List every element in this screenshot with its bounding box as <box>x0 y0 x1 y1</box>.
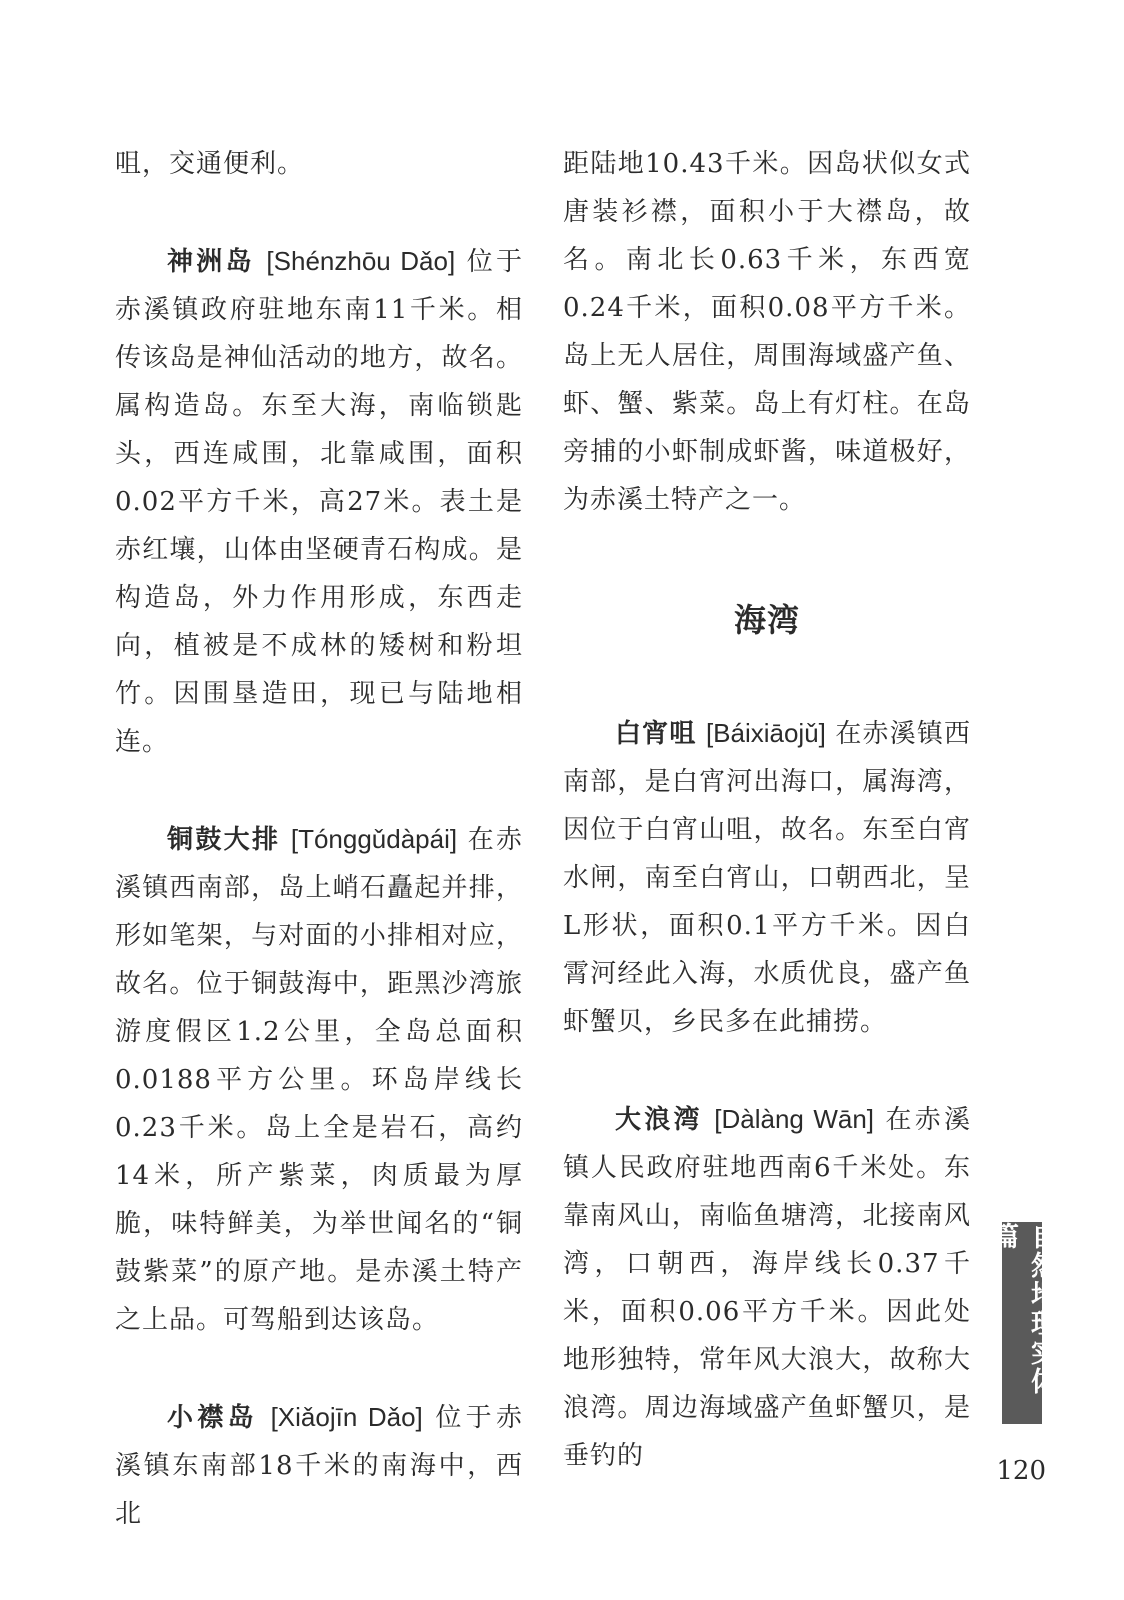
entry-pinyin: [Tónggǔdàpái] <box>290 824 458 854</box>
entry-term: 小襟岛 <box>167 1403 258 1433</box>
right-column <box>563 140 971 1480</box>
entry-term: 白宵咀 <box>615 719 697 749</box>
paragraph-continuation: 咀，交通便利。 <box>115 149 305 179</box>
entry-term: 铜鼓大排 <box>167 825 281 855</box>
entry-shenzhou-island <box>115 237 523 766</box>
entry-pinyin: [Báixiāojǔ] <box>705 718 826 748</box>
paragraph-continuation: 距陆地10.43千米。因岛状似女式唐装衫襟，面积小于大襟岛，故名。南北长0.63千米，东西宽0.24千米，面积0.08平方千米。岛上无人居住，周围海域盛产鱼、虾、蟹、紫菜。岛上有灯柱。在岛旁捕的小虾制成虾酱，味道极好，为赤溪土特产之一。 <box>563 149 971 515</box>
entry-xiaojin-island <box>115 1393 523 1538</box>
entry-pinyin: [Dàlàng Wān] <box>714 1104 875 1134</box>
entry-term: 大浪湾 <box>615 1105 703 1135</box>
entry-pinyin: [Shénzhōu Dǎo] <box>266 246 456 276</box>
entry-body: 在赤溪镇西南部，岛上峭石矗起并排，形如笔架，与对面的小排相对应，故名。位于铜鼓海中，距黑沙湾旅游度假区1.2公里，全岛总面积0.0188平方公里。环岛岸线长0.23千米。岛上全是岩石，高约14米，所产紫菜，肉质最为厚脆，味特鲜美，为举世闻名的“铜鼓紫菜”的原产地。是赤溪土特产之上品。可驾船到达该岛。 <box>115 825 524 1335</box>
entry-body: 位于赤溪镇东南部18千米的南海中，西北 <box>115 1403 523 1529</box>
chapter-side-tab: 自然地理实体篇 <box>1002 1222 1042 1424</box>
section-heading: 海湾 <box>733 601 800 639</box>
left-column <box>115 140 523 1538</box>
entry-body: 在赤溪镇西南部，是白宵河出海口，属海湾，因位于白宵山咀，故名。东至白宵水闸，南至白宵山，口朝西北，呈L形状，面积0.1平方千米。因白霄河经此入海，水质优良，盛产鱼虾蟹贝，乡民多在此捕捞。 <box>563 719 971 1037</box>
entry-body: 在赤溪镇人民政府驻地西南6千米处。东靠南风山，南临鱼塘湾，北接南风湾，口朝西，海岸线长0.37千米，面积0.06平方千米。因此处地形独特，常年风大浪大，故称大浪湾。周边海域盛产鱼虾蟹贝，是垂钓的 <box>563 1105 972 1471</box>
entry-baixiaoju <box>563 709 971 1046</box>
entry-pinyin: [Xiǎojīn Dǎo] <box>270 1402 423 1432</box>
entry-tonggu-dapai <box>115 815 523 1344</box>
entry-body: 位于赤溪镇政府驻地东南11千米。相传该岛是神仙活动的地方，故名。属构造岛。东至大海，南临锁匙头，西连咸围，北靠咸围，面积0.02平方千米，高27米。表土是赤红壤，山体由坚硬青石构成。是构造岛，外力作用形成，东西走向，植被是不成林的矮树和粉坦竹。因围垦造田，现已与陆地相连。 <box>115 247 524 757</box>
page-number: 120 <box>996 1456 1046 1486</box>
entry-dalang-bay <box>563 1095 971 1480</box>
entry-term: 神洲岛 <box>167 247 255 277</box>
